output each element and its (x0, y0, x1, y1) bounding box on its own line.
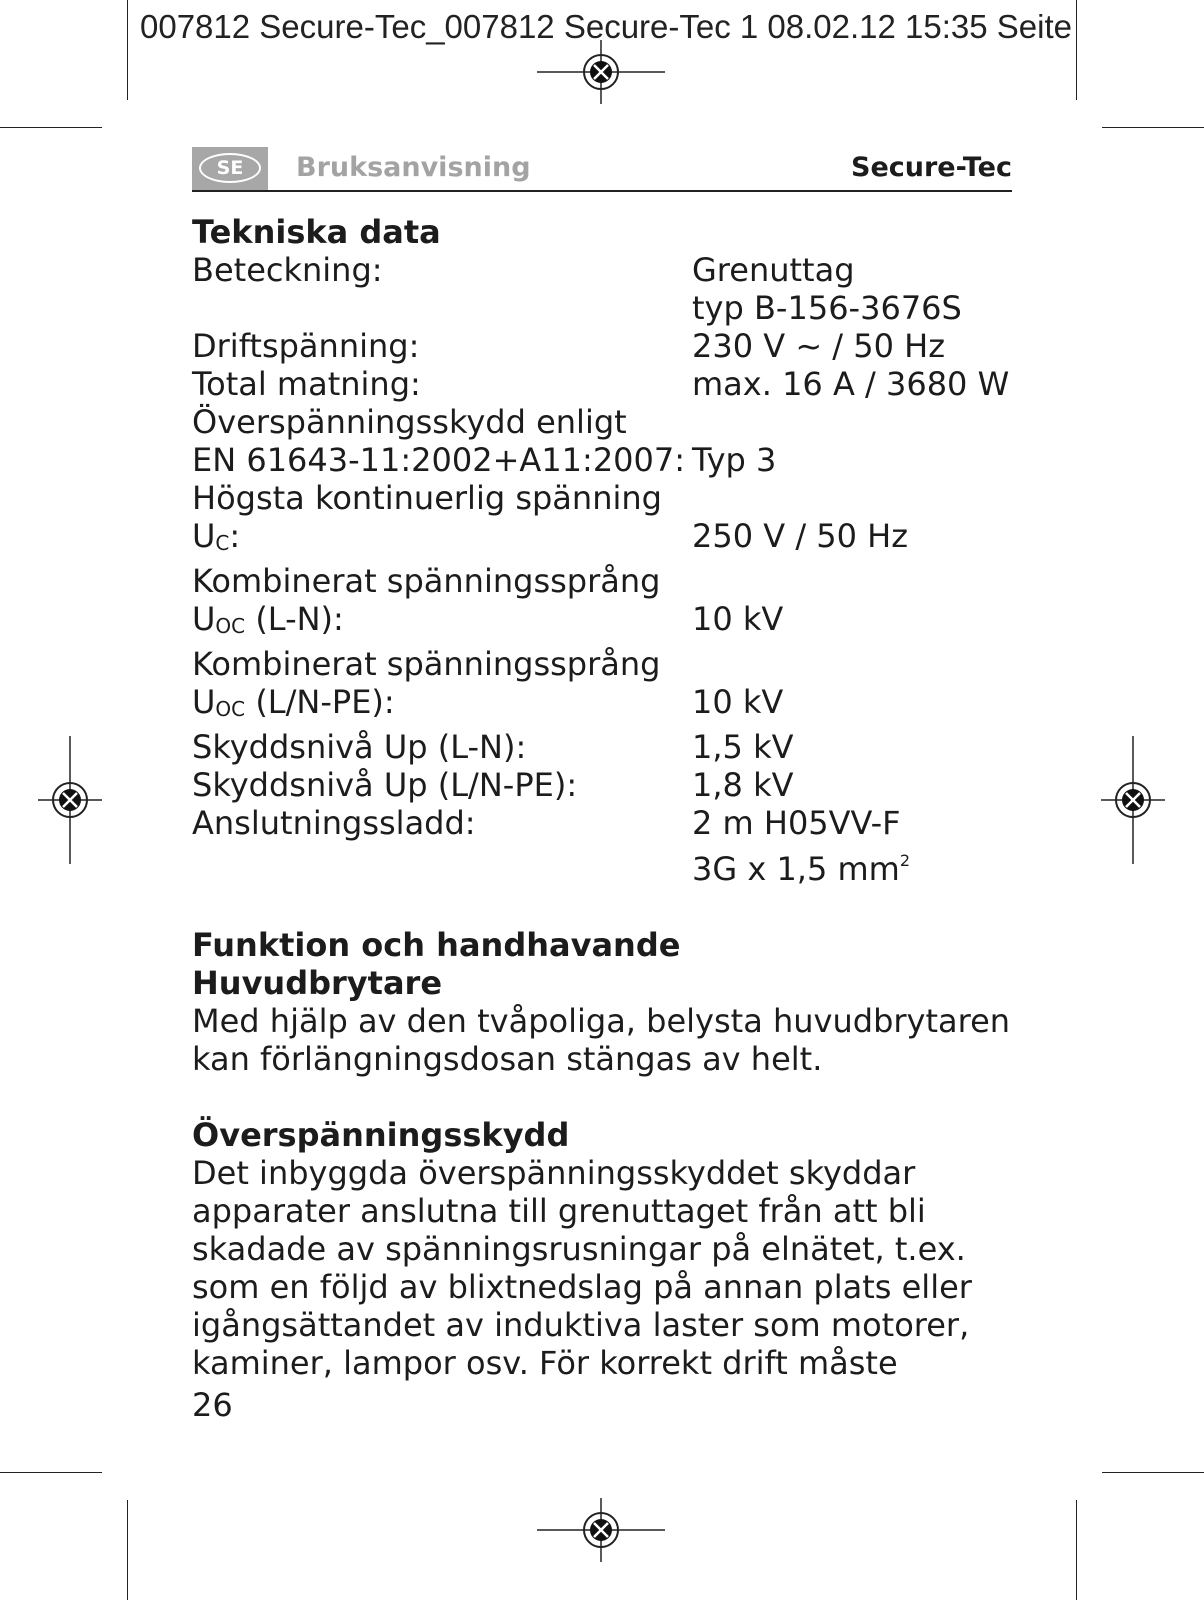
spec-label: Skyddsnivå Up (L-N): (192, 728, 527, 766)
spec-label: Driftspänning: (192, 327, 420, 365)
spec-row (192, 441, 1022, 479)
spec-label-subscript: OC (215, 697, 246, 721)
spec-label-rest: (L-N): (245, 600, 344, 638)
spec-value-superscript: 2 (899, 851, 911, 870)
spec-row (192, 562, 1022, 600)
document-type-label: Bruksanvisning (296, 152, 531, 183)
spec-row (192, 766, 1022, 804)
spec-row (192, 842, 1022, 888)
spec-label: Anslutningssladd: (192, 804, 476, 842)
spec-row (192, 365, 1022, 403)
spec-label: Beteckning: (192, 251, 383, 289)
spec-row (192, 289, 1022, 327)
page-content (192, 213, 1022, 1382)
surge-text-line: igångsättandet av induktiva laster som motorer, (192, 1306, 970, 1344)
spec-label: Kombinerat spänningssprång (192, 562, 661, 600)
function-text-line: kan förlängningsdosan stängas av helt. (192, 1040, 823, 1078)
surge-text-line: apparater anslutna till grenuttaget från att bli (192, 1192, 926, 1230)
spec-label-main: U (192, 600, 216, 638)
function-text-line: Med hjälp av den tvåpoliga, belysta huvudbrytaren (192, 1002, 1011, 1040)
spec-row (192, 600, 1022, 645)
print-info-line: 007812 Secure-Tec_007812 Secure-Tec 1 08.02.12 15:35 Seite (140, 8, 1073, 45)
crop-mark-top-right-h (1102, 127, 1204, 128)
spec-value: 10 kV (692, 600, 784, 638)
crop-mark-top-left-h (0, 127, 102, 128)
spec-row (192, 327, 1022, 365)
spec-value: 2 m H05VV-F (692, 804, 901, 842)
crop-mark-top-right (1076, 0, 1077, 100)
language-badge-label: SE (199, 153, 261, 183)
spec-label: Kombinerat spänningssprång (192, 645, 661, 683)
spec-label (192, 842, 692, 888)
spec-label: Skyddsnivå Up (L/N-PE): (192, 766, 578, 804)
spec-value: max. 16 A / 3680 W (692, 365, 1010, 403)
language-badge (192, 147, 268, 190)
spec-label: Högsta kontinuerlig spänning (192, 479, 662, 517)
spec-label: EN 61643-11:2002+A11:2007: (192, 441, 686, 479)
crop-mark-bottom-left-h (0, 1472, 102, 1473)
spec-row (192, 251, 1022, 289)
registration-mark-right-icon (1101, 736, 1165, 864)
spec-value: 1,8 kV (692, 766, 794, 804)
crop-mark-bottom-right (1076, 1500, 1077, 1600)
spec-row (192, 403, 1022, 441)
spec-label-rest: (L/N-PE): (245, 683, 395, 721)
function-heading: Funktion och handhavande (192, 926, 681, 964)
crop-mark-bottom-right-h (1102, 1472, 1204, 1473)
spec-label: Total matning: (192, 365, 421, 403)
spec-row (192, 517, 1022, 562)
spec-value: 250 V / 50 Hz (692, 517, 909, 555)
spec-label-main: U (192, 517, 216, 555)
spec-row (192, 728, 1022, 766)
main-switch-subheading: Huvudbrytare (192, 964, 443, 1002)
registration-mark-left-icon (38, 736, 102, 864)
spec-value: Grenuttag (692, 251, 855, 289)
spec-label-rest: : (229, 517, 241, 555)
section-spacer (192, 1078, 1022, 1116)
spec-label-subscript: OC (215, 614, 246, 638)
spec-row (192, 479, 1022, 517)
spec-label-subscript: C (215, 531, 230, 555)
registration-mark-top-icon (537, 40, 665, 104)
spec-label (192, 600, 692, 645)
spec-label (192, 517, 692, 562)
crop-mark-bottom-left (127, 1500, 128, 1600)
spec-value: 10 kV (692, 683, 784, 721)
spec-value (692, 842, 910, 888)
surge-text-line: skadade av spänningsrusningar på elnätet, t.ex. (192, 1230, 966, 1268)
surge-text-line: som en följd av blixtnedslag på annan plats eller (192, 1268, 972, 1306)
spec-value: 1,5 kV (692, 728, 794, 766)
spec-value: typ B-156-3676S (692, 289, 962, 327)
crop-mark-top-left (127, 0, 128, 100)
spec-row (192, 804, 1022, 842)
spec-label (192, 683, 692, 728)
spec-value: Typ 3 (692, 441, 777, 479)
page-header (192, 147, 1012, 192)
section-spacer (192, 888, 1022, 926)
surge-text-line: Det inbyggda överspänningsskyddet skyddar (192, 1154, 916, 1192)
page-number: 26 (192, 1386, 233, 1424)
spec-label (192, 289, 692, 327)
technical-data-heading: Tekniska data (192, 213, 441, 251)
spec-value-main: 3G x 1,5 mm (692, 850, 900, 888)
spec-label: Överspänningsskydd enligt (192, 403, 627, 441)
registration-mark-bottom-icon (537, 1498, 665, 1562)
spec-row (192, 683, 1022, 728)
spec-row (192, 645, 1022, 683)
spec-value: 230 V ~ / 50 Hz (692, 327, 945, 365)
surge-protection-heading: Överspänningsskydd (192, 1116, 570, 1154)
surge-text-line: kaminer, lampor osv. För korrekt drift måste (192, 1344, 898, 1382)
product-name: Secure-Tec (851, 152, 1012, 183)
spec-label-main: U (192, 683, 216, 721)
